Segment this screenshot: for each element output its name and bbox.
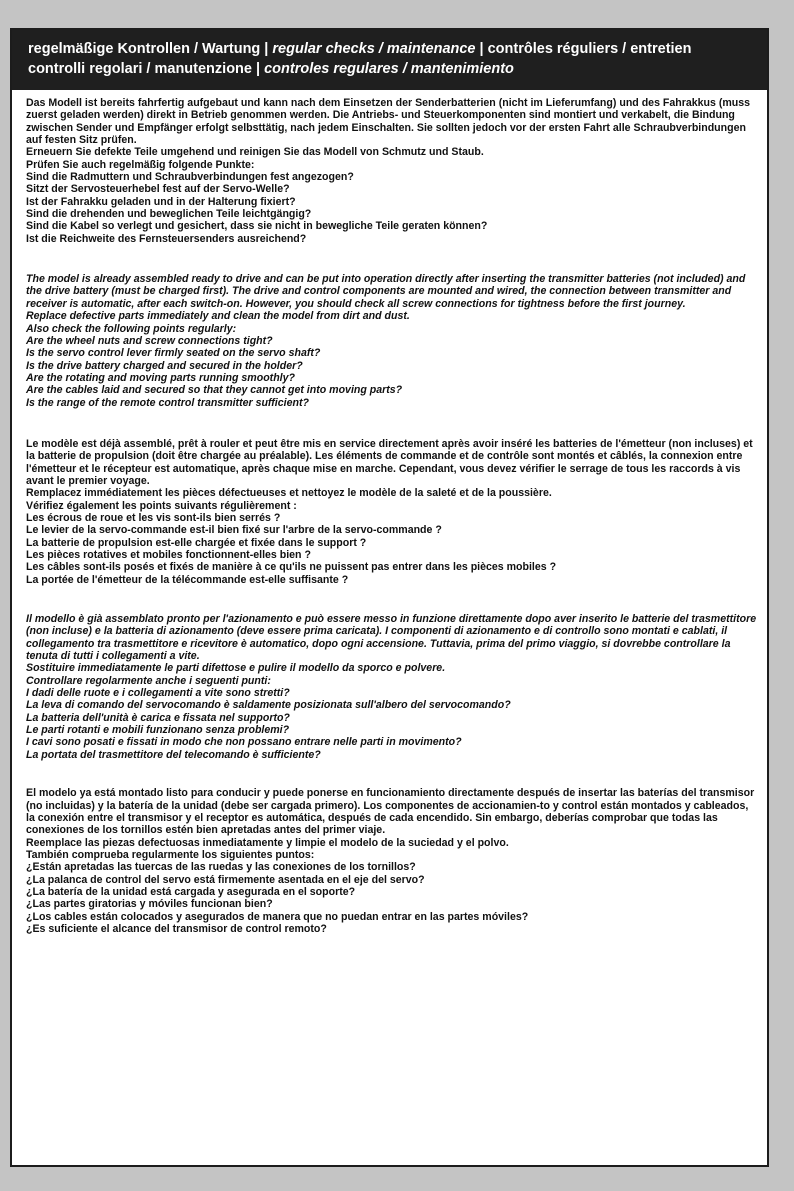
checklist-item: Sitzt der Servosteuerhebel fest auf der Servo-Welle? [26,183,290,196]
checklist-item: Le parti rotanti e mobili funzionano senza problemi? [26,724,290,737]
checklist-item: Is the drive battery charged and secured in the holder? [26,359,303,372]
text-line: También comprueba regularmente los siguientes puntos: [26,848,315,861]
manual-page [10,28,769,1167]
paragraph-intro: The model is already assembled ready to drive and can be put into operation directly after inserting the transmitter batteries (not included) and the drive battery (must be charged first). The drive and control components are mounted and wired, the connection between transmitter and receiver is automatic, after each switch-on. However, you should check all screw connections for tightness before the first journey. [26,273,746,310]
checklist-item: Are the cables laid and secured so that they cannot get into moving parts? [26,384,403,397]
checklist-item: ¿Las partes giratorias y móviles funcionan bien? [26,898,273,911]
header-line-1 [28,39,755,59]
checklist-item: ¿Los cables están colocados y asegurados de manera que no puedan entrar en las partes móviles? [26,910,529,923]
checklist-item: I cavi sono posati e fissati in modo che non possano entrare nelle parti in movimento? [26,736,462,749]
checklist-item: Sind die drehenden und beweglichen Teile leichtgängig? [26,208,312,221]
header-title-it: controlli regolari / manutenzione | [28,61,265,77]
text-line: Replace defective parts immediately and clean the model from dirt and dust. [26,310,410,323]
text-line: Vérifiez également les points suivants régulièrement : [26,499,297,512]
checklist-item: Sind die Kabel so verlegt und gesichert, dass sie nicht in bewegliche Teile geraten können? [26,220,488,233]
text-line: Erneuern Sie defekte Teile umgehend und reinigen Sie das Modell von Schmutz und Staub. [26,146,484,159]
checklist-item: Are the wheel nuts and screw connections tight? [26,334,273,347]
checklist-item: La batteria dell'unità è carica e fissata nel supporto? [26,711,290,724]
text-line: Reemplace las piezas defectuosas inmediatamente y limpie el modelo de la suciedad y el polvo. [26,836,509,849]
header-title-fr: | contrôles réguliers / entretien [475,41,692,57]
paragraph-intro: Il modello è già assemblato pronto per l'azionamento e può essere messo in funzione direttamente dopo aver inserito le batterie del trasmettitore (non incluse) e la batteria di azionamento (deve essere prima caricata). I componenti di azionamento e di controllo sono montati e cablati, il collegamento tra trasmettitore e ricevitore è automatico, dopo ogni accensione. Tuttavia, prima del primo viaggio, si dovrebbe controllare la tenuta di tutti i collegamenti a vite. [26,613,757,663]
section-italian [26,613,757,761]
checklist-item: Ist der Fahrakku geladen und in der Halterung fixiert? [26,195,296,208]
text-line: Also check the following points regularly: [26,322,237,335]
paragraph-intro: El modelo ya está montado listo para conducir y puede ponerse en funcionamiento directamente después de insertar las baterías del transmisor (no incluidas) y la batería de la unidad (debe ser cargada primero). Los componentes de accionamien-to y control están montados y cableados, la conexión entre el transmisor y el receptor es automática, después de cada encendido. Sin embargo, deberías comprobar que todas las conexiones de los tornillos estén bien apretadas antes del primer viaje. [26,787,755,837]
manual-body [12,90,767,935]
checklist-item: Les écrous de roue et les vis sont-ils bien serrés ? [26,511,281,524]
section-english [26,273,757,409]
checklist-item: Les pièces rotatives et mobiles fonctionnent-elles bien ? [26,549,311,561]
header-title-es: controles regulares / mantenimiento [264,61,514,77]
text-line: Controllare regolarmente anche i seguenti punti: [26,674,271,687]
paragraph-intro: Das Modell ist bereits fahrfertig aufgebaut und kann nach dem Einsetzen der Senderbatterien (nicht im Lieferumfang) und des Fahrakkus (muss zuerst geladen werden) direkt in Betrieb genommen werden. Die Antriebs- und Steuerkomponenten sind montiert und verkabelt, die Bindung zwischen Sender und Empfänger erfolgt selbsttätig, nach jedem Einschalten. Sie sollten jedoch vor der ersten Fahrt alle Schraubverbindungen auf festen Sitz prüfen. [26,97,751,147]
header-title-de: regelmäßige Kontrollen / Wartung | [28,41,273,57]
text-line: Sostituire immediatamente le parti difettose e pulire il modello da sporco e polvere. [26,662,446,675]
checklist-item: Ist die Reichweite des Fernsteuersenders ausreichend? [26,232,307,245]
section-spanish [26,787,757,935]
section-german [26,97,757,245]
header-line-2 [28,59,755,79]
checklist-item: La batterie de propulsion est-elle chargée et fixée dans le support ? [26,536,367,549]
checklist-item: ¿La batería de la unidad está cargada y asegurada en el soporte? [26,885,356,898]
checklist-item: Is the range of the remote control transmitter sufficient? [26,396,309,409]
checklist-item: La leva di comando del servocomando è saldamente posizionata sull'albero del servocomando? [26,699,511,712]
checklist-item: Les câbles sont-ils posés et fixés de manière à ce qu'ils ne puissent pas entrer dans les pièces mobiles ? [26,561,557,574]
checklist-item: ¿Es suficiente el alcance del transmisor de control remoto? [26,922,327,935]
checklist-item: Le levier de la servo-commande est-il bien fixé sur l'arbre de la servo-commande ? [26,524,442,537]
text-line: Prüfen Sie auch regelmäßig folgende Punkte: [26,158,255,171]
checklist-item: ¿Están apretadas las tuercas de las ruedas y las conexiones de los tornillos? [26,861,416,874]
checklist-item: Are the rotating and moving parts running smoothly? [26,371,295,384]
text-line: Remplacez immédiatement les pièces défectueuses et nettoyez le modèle de la saleté et de la poussière. [26,487,552,500]
checklist-item: La portata del trasmettitore del telecomando è sufficiente? [26,748,321,761]
header-title-en: regular checks / maintenance [272,41,476,57]
checklist-item: I dadi delle ruote e i collegamenti a vite sono stretti? [26,687,290,700]
checklist-item: Is the servo control lever firmly seated on the servo shaft? [26,347,321,360]
checklist-item: Sind die Radmuttern und Schraubverbindungen fest angezogen? [26,171,354,184]
section-header [12,30,767,90]
section-french [26,438,757,586]
checklist-item: ¿La palanca de control del servo está firmemente asentada en el eje del servo? [26,873,425,886]
checklist-item: La portée de l'émetteur de la télécommande est-elle suffisante ? [26,573,349,586]
paragraph-intro: Le modèle est déjà assemblé, prêt à rouler et peut être mis en service directement après avoir inséré les batteries de l'émetteur (non incluses) et la batterie de propulsion (doit être chargée au préalable). Les éléments de commande et de contrôle sont montés et câblés, la connexion entre l'émetteur et le récepteur est automatique, après chaque mise en marche. Cependant, vous devez vérifier le serrage de tous les raccords à vis avant le premier voyage. [26,437,753,487]
